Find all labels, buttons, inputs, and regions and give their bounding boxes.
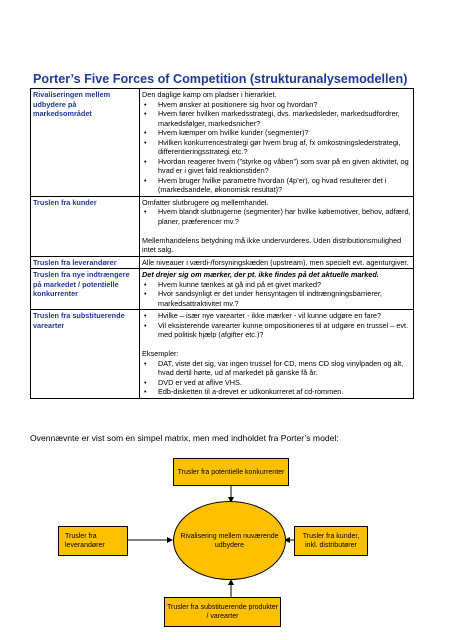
diagram-box-potential-competitors: Trusler fra potentielle konkurrenter bbox=[173, 458, 289, 486]
list-item: • Hvem kunne tænkes at gå ind på et givet marked? bbox=[142, 280, 411, 290]
table-row bbox=[31, 256, 414, 269]
bullet-list bbox=[142, 207, 411, 226]
bullet-list bbox=[142, 100, 411, 195]
force-description bbox=[140, 310, 414, 399]
force-description bbox=[140, 269, 414, 310]
list-item: • Edb-disketten til a-drevet er udkonkurreret af cd-rommen. bbox=[142, 387, 411, 397]
force-description bbox=[140, 89, 414, 197]
table-row bbox=[31, 196, 414, 256]
diagram-ellipse-rivalry: Rivalisering mellem nuværende udbydere bbox=[173, 501, 286, 580]
bullet-list bbox=[142, 311, 411, 340]
bullet-list bbox=[142, 280, 411, 309]
list-item: • Hvordan reagerer hvem (”styrke og våben”) som svar på en given aktivitet, og hvad er i givet fald reaktionstiden? bbox=[142, 157, 411, 176]
list-item: • Hvilken konkurrencestrategi gør hvem brug af, fx omkostningslederstrategi, differentieringsstrategi etc.? bbox=[142, 138, 411, 157]
five-forces-table bbox=[30, 88, 414, 399]
list-item: • Hvem bruger hvilke parametre hvordan (4p’er), og hvad resulterer det i (markedsandele, økonomisk resultat)? bbox=[142, 176, 411, 195]
diagram-caption: Ovennævnte er vist som en simpel matrix, men med indholdet fra Porter’s model: bbox=[30, 433, 339, 443]
list-item: • Hvem ønsker at positionere sig hvor og hvordan? bbox=[142, 100, 411, 110]
force-label: Truslen fra nye indtrængere på markedet / potentielle konkurrenter bbox=[31, 269, 140, 310]
list-item: • Hvilke – især nye varearter - ikke mærker - vil kunne udgøre en fare? bbox=[142, 311, 411, 321]
blank-line bbox=[142, 226, 411, 236]
diagram-box-customers: Trusler fra kunder, inkl. distributører bbox=[294, 526, 368, 556]
list-item: • Hvem kæmper om hvilke kunder (segmenter)? bbox=[142, 128, 411, 138]
table-row bbox=[31, 310, 414, 399]
paragraph: Omfatter slutbrugere og mellemhandel. bbox=[142, 197, 269, 207]
list-item: • Hvem blandt slutbrugerne (segmenter) har hvilke købemotiver, behov, adfærd, planer, præferencer mv.? bbox=[142, 207, 411, 226]
list-item: • Hvor sandsynligt er det under hensyntagen til indtrængningsbarrierer, markedsattraktivitet mv.? bbox=[142, 289, 411, 308]
paragraph: Det drejer sig om mærker, der pt. ikke findes på det aktuelle marked. bbox=[142, 270, 379, 279]
diagram-box-suppliers: Trusler fra leverandører bbox=[58, 526, 128, 556]
diagram-box-substitutes: Trusler fra substituerende produkter / varearter bbox=[164, 597, 281, 627]
list-item: • DAT, viste det sig, var ingen trussel for CD, mens CD slog vinylpaden og alt, hvad dertil hørte, ud af markedet på ganske få år. bbox=[142, 359, 411, 378]
paragraph: Alle niveauer i værdi-/forsyningskæden (upstream), men specielt evt. agenturgiver. bbox=[142, 257, 409, 267]
force-description bbox=[140, 196, 414, 256]
table-row bbox=[31, 269, 414, 310]
list-item: • Hvem fører hvilken markedsstrategi, dvs. markedsleder, markedsudfordrer, markedsfølger, markedsnicher? bbox=[142, 109, 411, 128]
paragraph: Mellemhandelens betydning må ikke undervurderes. Uden distributionsmulighed intet salg. bbox=[142, 235, 402, 254]
paragraph: Den daglige kamp om pladser i hierarkiet. bbox=[142, 90, 277, 99]
bullet-list bbox=[142, 359, 411, 397]
table-row bbox=[31, 89, 414, 197]
force-label: Rivaliseringen mellem udbydere på markedsområdet bbox=[31, 89, 140, 197]
force-label: Truslen fra kunder bbox=[31, 196, 140, 256]
list-item: • DVD er ved at aflive VHS. bbox=[142, 378, 411, 388]
force-label: Truslen fra leverandører bbox=[31, 256, 140, 269]
force-label: Truslen fra substituerende varearter bbox=[31, 310, 140, 399]
paragraph: Eksempler: bbox=[142, 349, 179, 358]
blank-line bbox=[142, 340, 411, 350]
force-description bbox=[140, 256, 414, 269]
page-title: Porter’s Five Forces of Competition (strukturanalysemodellen) bbox=[33, 72, 408, 86]
list-item: • Vil eksisterende varearter kunne ompositioneres til at udgøre en trussel – evt. med politisk hjælp (afgifter etc.)? bbox=[142, 321, 411, 340]
